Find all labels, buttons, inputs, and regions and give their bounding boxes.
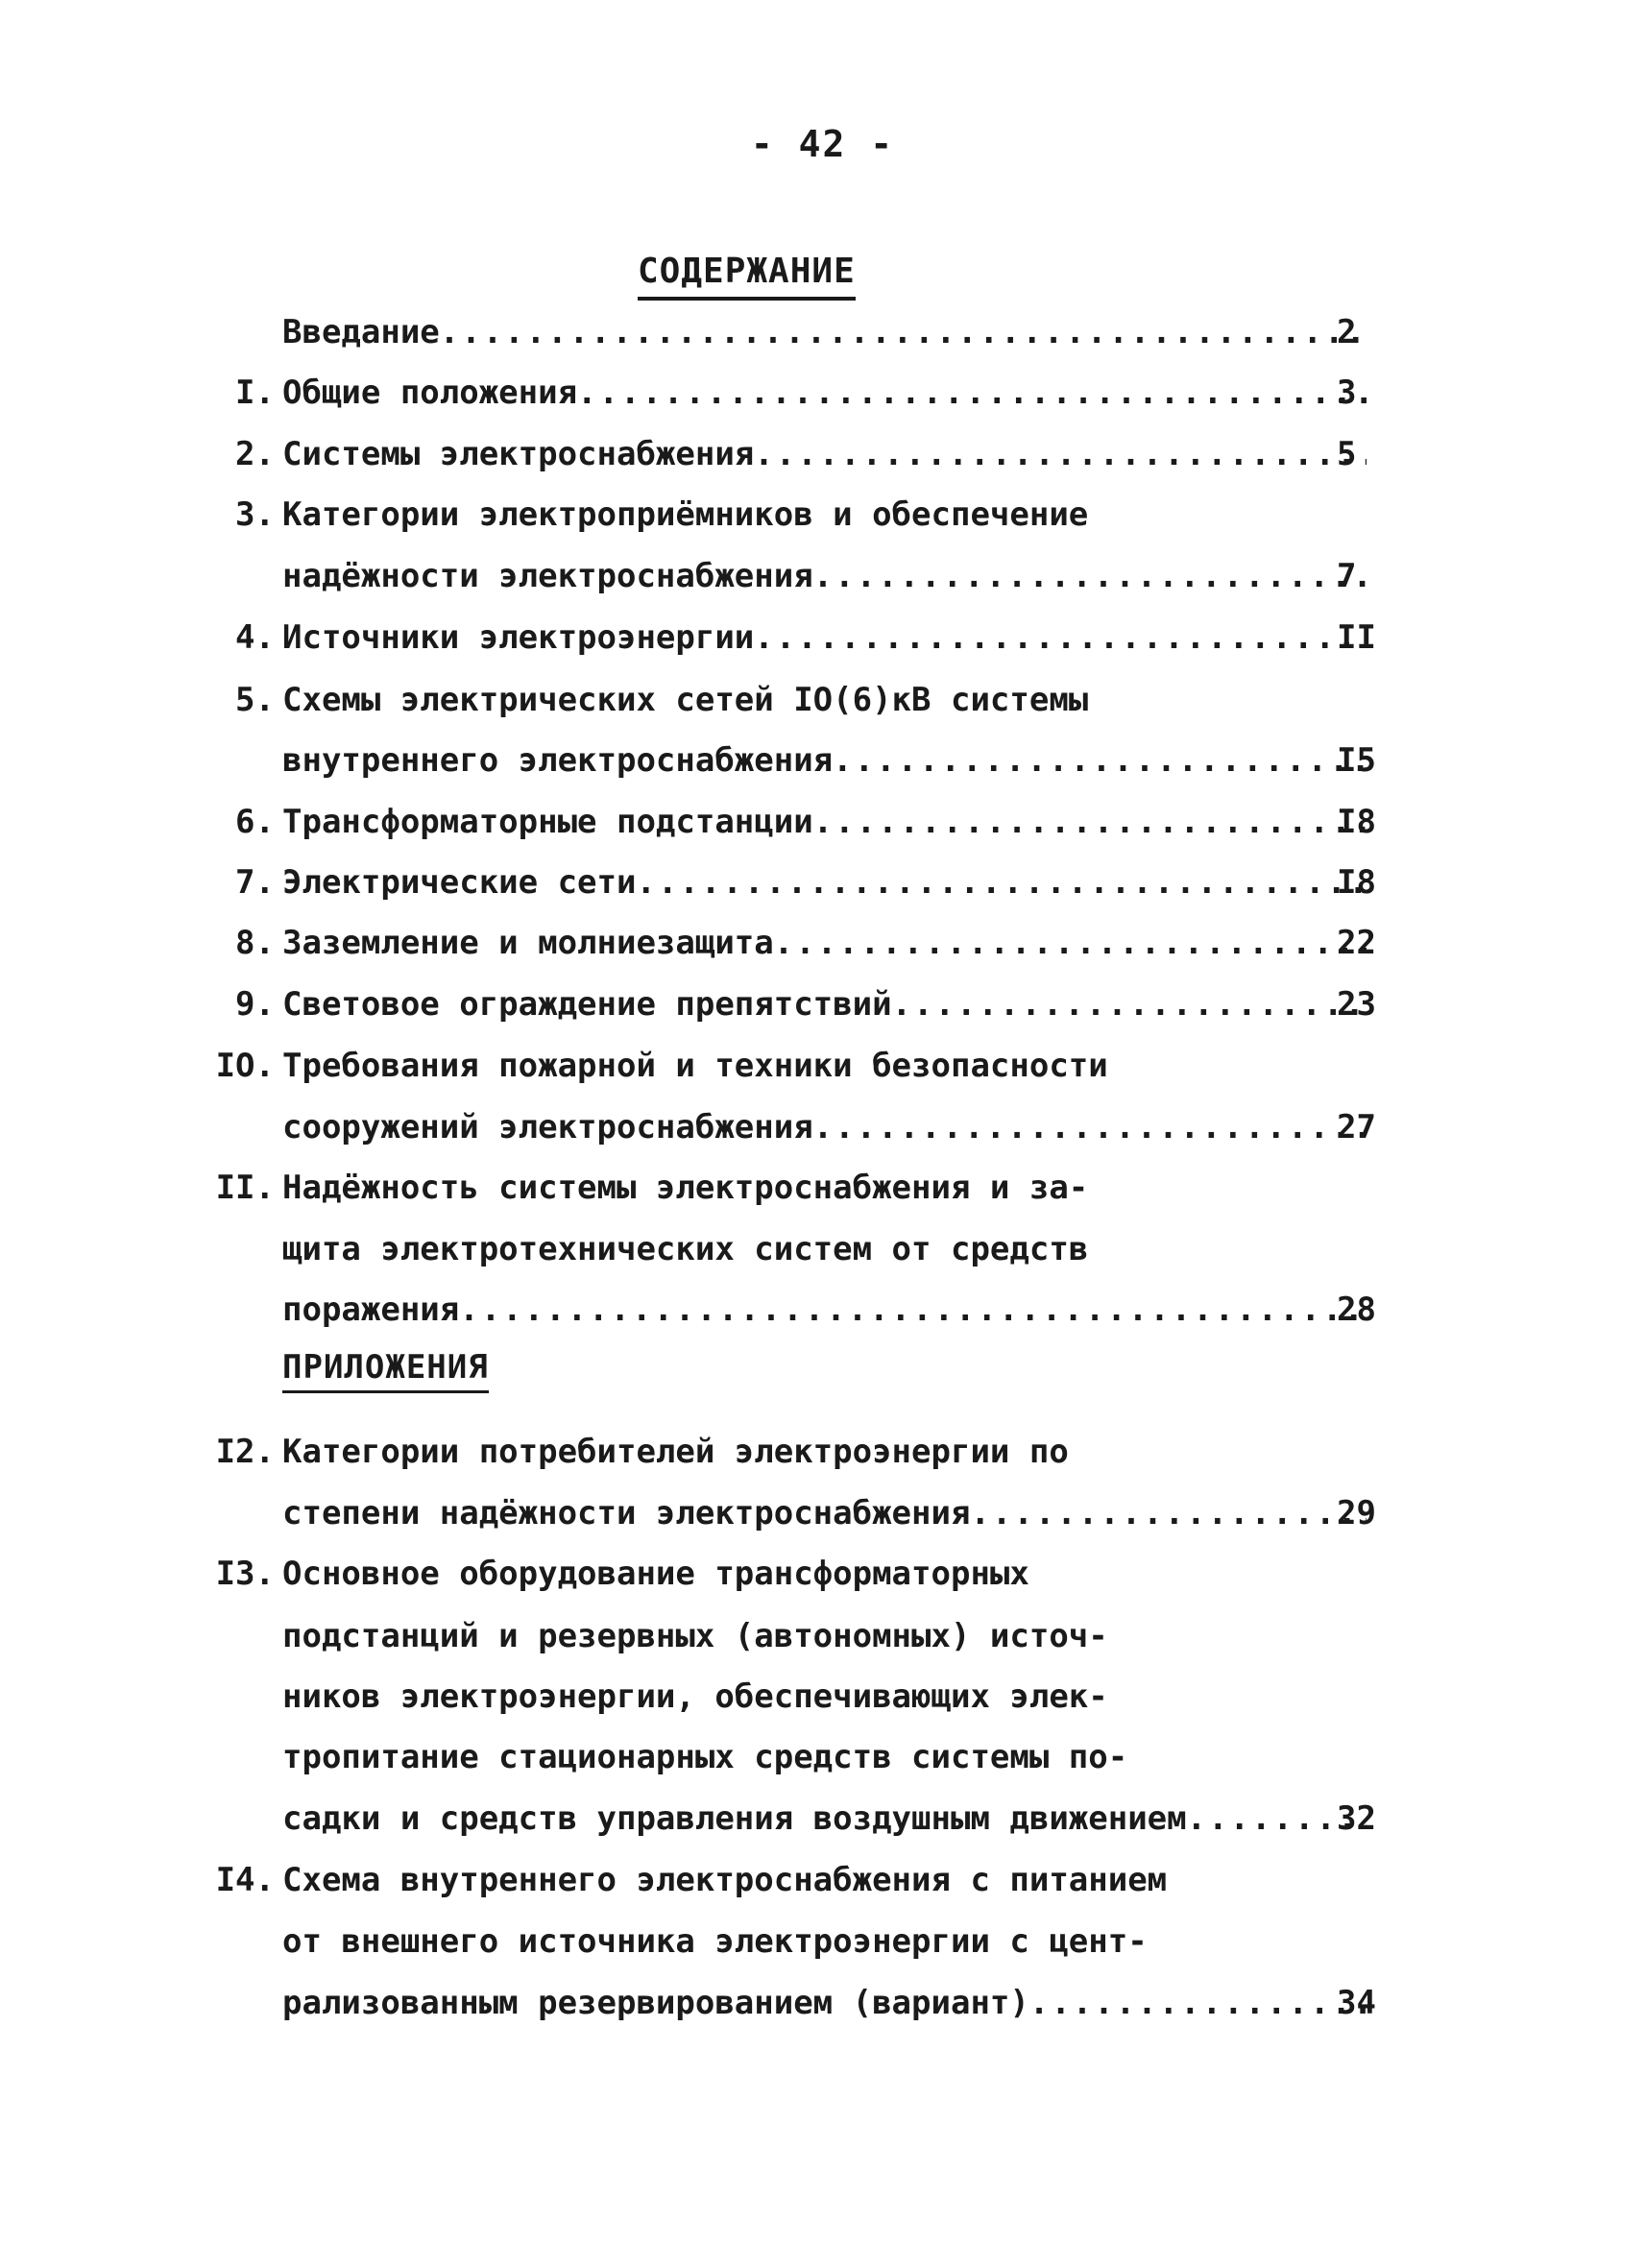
toc-item-text: степени надёжности электроснабжения — [282, 1494, 971, 1532]
toc-page-number: 29 — [1337, 1494, 1376, 1532]
toc-item-number: 3. — [235, 495, 275, 534]
toc-entry-with-leader — [282, 737, 1367, 784]
toc-item-text: Схема внутреннего электроснабжения с питанием — [282, 1861, 1168, 1899]
toc-item-number: 9. — [235, 985, 275, 1024]
toc-item-text: Требования пожарной и техники безопасности — [282, 1047, 1108, 1085]
dot-leader — [440, 309, 1367, 355]
dot-leader — [459, 1287, 1367, 1333]
toc-item-text: от внешнего источника электроэнергии с цент- — [282, 1922, 1148, 1961]
toc-line — [0, 859, 1645, 905]
dot-leader — [774, 920, 1367, 966]
toc-entry-with-leader — [282, 309, 1367, 355]
toc-line — [0, 1043, 1645, 1089]
toc-line — [0, 309, 1645, 355]
toc-item-number: IO. — [215, 1047, 275, 1085]
toc-line — [0, 370, 1645, 416]
toc-line — [0, 1796, 1645, 1842]
toc-line — [0, 1734, 1645, 1780]
toc-item-text: тропитание стационарных средств системы по- — [282, 1738, 1128, 1776]
toc-line — [0, 1674, 1645, 1720]
toc-page-number: II — [1337, 618, 1376, 657]
toc-entry-with-leader — [282, 799, 1367, 845]
toc-page-number: I5 — [1337, 741, 1376, 780]
toc-item-number: 8. — [235, 924, 275, 962]
toc-item-text: Схемы электрических сетей IO(6)кВ системы — [282, 681, 1089, 719]
toc-item-text: Источники электроэнергии — [282, 618, 755, 657]
toc-page-number: I8 — [1337, 863, 1376, 902]
toc-item-text: ников электроэнергии, обеспечивающих элек- — [282, 1677, 1108, 1716]
dot-leader — [833, 737, 1367, 784]
toc-entry-with-leader — [282, 370, 1367, 416]
toc-item-text: Световое ограждение препятствий — [282, 985, 892, 1024]
toc-entry-with-leader — [282, 431, 1367, 477]
toc-item-text: Общие положения — [282, 374, 578, 412]
toc-line — [0, 1429, 1645, 1475]
dot-leader — [1029, 1980, 1367, 2026]
toc-line — [0, 981, 1645, 1027]
toc-item-number: 7. — [235, 863, 275, 902]
toc-item-text: Основное оборудование трансформаторных — [282, 1555, 1029, 1593]
toc-page-number: 27 — [1337, 1108, 1376, 1146]
toc-line — [0, 431, 1645, 477]
toc-item-text: Категории потребителей электроэнергии по — [282, 1433, 1069, 1471]
toc-item-number: I. — [235, 374, 275, 412]
toc-item-text: Системы электроснабжения — [282, 435, 755, 473]
toc-item-text: поражения — [282, 1291, 460, 1329]
toc-line — [0, 1490, 1645, 1536]
toc-line — [0, 492, 1645, 538]
toc-line — [0, 737, 1645, 784]
dot-leader — [970, 1490, 1367, 1536]
toc-entry-with-leader — [282, 615, 1367, 661]
toc-item-number: 4. — [235, 618, 275, 657]
toc-item-number: I2. — [215, 1433, 275, 1471]
toc-line — [0, 677, 1645, 723]
toc-item-text: подстанций и резервных (автономных) источ- — [282, 1617, 1108, 1655]
toc-item-text: рализованным резервированием (вариант) — [282, 1984, 1029, 2022]
toc-line — [0, 1980, 1645, 2026]
toc-line — [0, 799, 1645, 845]
toc-line — [0, 1226, 1645, 1272]
toc-item-number: I3. — [215, 1555, 275, 1593]
dot-leader — [813, 1104, 1367, 1150]
toc-page-number: I8 — [1337, 803, 1376, 841]
dot-leader — [813, 799, 1367, 845]
toc-line — [0, 1613, 1645, 1659]
toc-item-number: 2. — [235, 435, 275, 473]
toc-item-text: надёжности электроснабжения — [282, 557, 813, 595]
contents-title: СОДЕРЖАНИЕ — [638, 252, 856, 301]
appendix-title: ПРИЛОЖЕНИЯ — [282, 1348, 489, 1393]
dot-leader — [636, 859, 1367, 905]
dot-leader — [577, 370, 1367, 416]
page-number: - 42 - — [750, 123, 895, 165]
toc-item-number: I4. — [215, 1861, 275, 1899]
toc-item-text: садки и средств управления воздушным движением — [282, 1799, 1187, 1838]
toc-page-number: 32 — [1337, 1799, 1376, 1838]
toc-page-number: 34 — [1337, 1984, 1376, 2022]
dot-leader — [813, 553, 1367, 599]
toc-entry-with-leader — [282, 553, 1367, 599]
toc-page-number: 3 — [1337, 374, 1357, 412]
toc-line — [0, 1551, 1645, 1597]
toc-page-number: 28 — [1337, 1291, 1376, 1329]
toc-line — [0, 1918, 1645, 1965]
toc-line — [0, 1104, 1645, 1150]
toc-entry-with-leader — [282, 981, 1367, 1027]
toc-item-number: 6. — [235, 803, 275, 841]
toc-entry-with-leader — [282, 1490, 1367, 1536]
toc-page-number: 2 — [1337, 313, 1357, 351]
toc-item-number: II. — [215, 1169, 275, 1207]
toc-line — [0, 920, 1645, 966]
dot-leader — [754, 615, 1367, 661]
toc-page-number: 5 — [1337, 435, 1357, 473]
toc-entry-with-leader — [282, 1796, 1367, 1842]
toc-item-text: внутреннего электроснабжения — [282, 741, 834, 780]
toc-entry-with-leader — [282, 1287, 1367, 1333]
toc-page-number: 7 — [1337, 557, 1357, 595]
toc-page-number: 22 — [1337, 924, 1376, 962]
toc-line — [0, 1287, 1645, 1333]
toc-item-number: 5. — [235, 681, 275, 719]
toc-page-number: 23 — [1337, 985, 1376, 1024]
toc-entry-with-leader — [282, 859, 1367, 905]
dot-leader — [754, 431, 1367, 477]
dot-leader — [892, 981, 1367, 1027]
toc-entry-with-leader — [282, 1980, 1367, 2026]
toc-line — [0, 553, 1645, 599]
toc-item-text: Введание — [282, 313, 440, 351]
toc-item-text: Категории электроприёмников и обеспечение — [282, 495, 1089, 534]
toc-item-text: Трансформаторные подстанции — [282, 803, 813, 841]
toc-item-text: сооружений электроснабжения — [282, 1108, 813, 1146]
toc-line — [0, 1857, 1645, 1903]
toc-entry-with-leader — [282, 920, 1367, 966]
toc-entry-with-leader — [282, 1104, 1367, 1150]
toc-line — [0, 1165, 1645, 1211]
toc-item-text: щита электротехнических систем от средств — [282, 1230, 1089, 1268]
toc-line — [0, 615, 1645, 661]
toc-item-text: Надёжность системы электроснабжения и за- — [282, 1169, 1089, 1207]
toc-item-text: Заземление и молниезащита — [282, 924, 774, 962]
toc-item-text: Электрические сети — [282, 863, 637, 902]
